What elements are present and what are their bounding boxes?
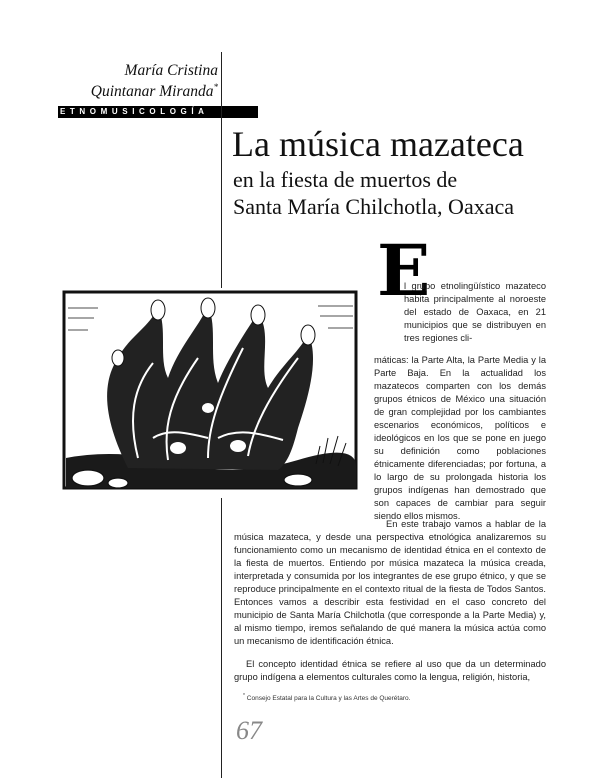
woodcut-illustration [58, 288, 362, 498]
article-subtitle-line2: Santa María Chilchotla, Oaxaca [233, 194, 515, 219]
first-paragraph-opening: l grupo etnolingüístico mazateco habita principalmente al noroeste del estado de Oaxaca, en 21 municipios que se distribuyen en tres regiones cli- [404, 281, 546, 343]
article-title: La música mazateca [232, 124, 524, 164]
first-paragraph-body: máticas: la Parte Alta, la Parte Media y la Parte Baja. En la actualidad los mazatecos comparten con los demás grupos étnicos de México una situación de gran complejidad por los cambiantes escenarios económicos, políticos e ideológicos en los que se pone en juego su definición como poblaciones étnicamente diferenciadas; por fortuna, a lo largo de su prolongada historia los grupos indígenas han demostrado que son capaces de cambiar para seguir siendo ellos mismos. [374, 355, 546, 521]
author-name-text: Quintanar Miranda [90, 83, 214, 100]
author-footnote-mark: * [213, 81, 218, 92]
paragraph-2: En este trabajo vamos a hablar de la música mazateca, y desde una perspectiva etnológica analizaremos su funcionamiento como un mecanismo de identidad étnica en el contexto de la fiesta de muertos. Entiendo por música mazateca la música creada, interpretada y consumida por los integrantes de ese grupo étnico, y que se reproduce principalmente en el contexto ritual de la fiesta de Todos Santos. Entonces vamos a describir esta festividad en el caso concreto del municipio de Santa María Chilchotla (que corresponde a la Parte Media) y, al mismo tiempo, iremos señalando de qué manera la música actúa como un mecanismo de identificación étnica. [234, 519, 546, 646]
footnote-text: Consejo Estatal para la Cultura y las Artes de Querétaro. [246, 695, 411, 703]
drop-cap: E [377, 229, 431, 312]
article-subtitle-line1: en la fiesta de muertos de [233, 167, 458, 192]
author-name-line2 [91, 82, 218, 102]
footnote [243, 693, 410, 702]
footnote-mark: * [243, 693, 245, 699]
author-name-line1: María Cristina [124, 62, 218, 79]
section-label: ETNOMUSICOLOGÍA [58, 106, 258, 118]
page-number: 67 [236, 716, 262, 745]
paragraph-3: El concepto identidad étnica se refiere al uso que da un determinado grupo indígena a elementos culturales como la lengua, religión, historia, [234, 659, 546, 682]
